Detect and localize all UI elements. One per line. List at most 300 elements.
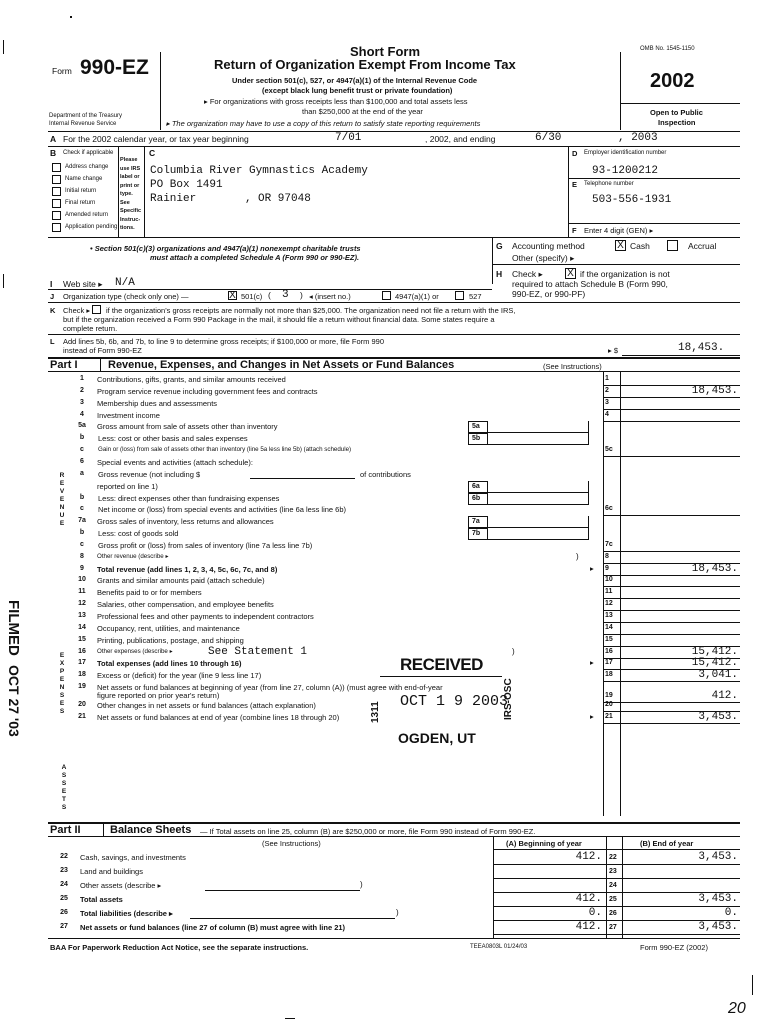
label-instruction: label or [120, 174, 140, 180]
rule [622, 355, 740, 356]
line-h-text4: 990-EZ, or 990-PF) [512, 289, 586, 299]
insert-no-label: ◂ (insert no.) [309, 292, 351, 301]
line-number: 8 [80, 552, 84, 560]
line-e-label: E [572, 180, 578, 189]
ein-value[interactable]: 93-1200212 [592, 165, 659, 177]
sub-amount-line [488, 444, 588, 445]
omb-number: OMB No. 1545-1150 [640, 46, 695, 52]
org-type-label: Organization type (check only one) — [63, 292, 189, 301]
applicable-label: Final return [65, 200, 96, 206]
arrow: ▸ [590, 563, 594, 573]
line-description: Special events and activities (attach schedule): [97, 457, 253, 467]
amount-21[interactable]: 3,453. [698, 710, 738, 723]
divider [118, 147, 119, 237]
line-description: Other changes in net assets or fund balances (attach explanation) [97, 700, 316, 710]
tax-year-end[interactable]: 6/30 [535, 132, 562, 144]
assets-side-label: S [61, 780, 67, 787]
sub-amount-line [588, 493, 589, 505]
box-label: 10 [605, 576, 613, 584]
stamp-received: RECEIVED [400, 655, 483, 674]
dept-line1: Department of the Treasury [49, 113, 123, 119]
form-subtitle-5: ▸ The organization may have to use a copy of this return to satisfy state reporting requirements [166, 119, 481, 128]
gross-receipts-value[interactable]: 18,453. [678, 342, 725, 354]
cash-label: Cash [630, 241, 650, 251]
other-method-label: Other (specify) ▸ [512, 253, 575, 263]
phone-value[interactable]: 503-556-1931 [592, 194, 672, 206]
part-2-title-rest: — If Total assets on line 25, column (B) are $250,000 or more, file Form 990 instead of Form 990-EZ. [200, 827, 536, 836]
line-description: Occupancy, rent, utilities, and maintenance [97, 623, 240, 633]
501c-checkbox[interactable]: X [229, 290, 236, 301]
applicable-checkbox[interactable] [52, 199, 61, 208]
part-2-title: Balance Sheets [110, 824, 192, 836]
amount-9[interactable]: 18,453. [691, 562, 738, 575]
sub-amount-line [588, 421, 589, 433]
line-description: Gross sales of inventory, less returns and allowances [97, 517, 274, 527]
beginning-year-25[interactable]: 412. [575, 893, 602, 905]
line-k-text2: if the organization's gross receipts are normally not more than $25,000. The organization need not file a return with the IRS, [106, 306, 516, 315]
line-description: Membership dues and assessments [97, 398, 218, 408]
sub-box-label: 7b [472, 530, 481, 538]
label-instruction: print or [120, 182, 140, 189]
line-description: Program service revenue including government fees and contracts [97, 386, 318, 396]
line-number: 10 [78, 576, 86, 584]
paren: ) [512, 646, 515, 656]
expenses-side-label: S [59, 692, 65, 699]
open-public-2: Inspection [658, 118, 696, 127]
box-rule [603, 598, 740, 599]
line-k-text4: complete return. [63, 324, 118, 333]
sub-amount-line [488, 539, 588, 540]
divider [492, 238, 493, 284]
scan-speck [70, 16, 72, 18]
expenses-side-label: X [59, 660, 65, 667]
box-label: 5c [605, 446, 613, 454]
open-public-1: Open to Public [650, 108, 703, 117]
amount-16[interactable]: 15,412. [691, 645, 738, 658]
line-description: Excess or (deficit) for the year (line 9 less line 17) [97, 671, 262, 681]
box-label: 23 [609, 868, 617, 875]
rule [48, 237, 740, 238]
box-label: 21 [605, 712, 613, 720]
box-label: 25 [609, 896, 617, 903]
line-a-mid: , 2002, and ending [425, 134, 496, 144]
line-number: 23 [60, 867, 68, 874]
rule [493, 849, 740, 850]
org-city[interactable]: Rainier [150, 193, 197, 205]
check-if-applicable: Check if applicable [63, 150, 114, 156]
applicable-label: Application pending [65, 224, 118, 230]
part-2-label: Part II [50, 824, 81, 836]
4947-checkbox[interactable] [382, 291, 391, 300]
col-a-header: (A) Beginning of year [506, 839, 582, 848]
line-number: 4 [80, 410, 84, 418]
line-description: Cash, savings, and investments [80, 853, 186, 862]
line-description: Total revenue (add lines 1, 2, 3, 4, 5c, 6c, 7c, and 8) [97, 564, 278, 574]
box-rule [603, 551, 740, 552]
row-rule [493, 906, 740, 907]
stamp-ogden: OGDEN, UT [398, 730, 476, 746]
line-a-text: For the 2002 calendar year, or tax year beginning [63, 134, 249, 144]
rule [48, 302, 740, 303]
footer-code: TEEA0803L 01/24/03 [470, 944, 528, 950]
divider [100, 358, 101, 371]
rule [48, 938, 740, 939]
line-description: Gross revenue (not including $ [98, 469, 201, 479]
line-number: 17 [78, 659, 86, 667]
applicable-checkbox[interactable] [52, 223, 61, 232]
line-l-text2: instead of Form 990-EZ [63, 346, 142, 355]
527-checkbox[interactable] [455, 291, 464, 300]
line-number: c [80, 540, 84, 548]
box-label: 20 [605, 700, 613, 708]
form-subtitle-4: than $250,000 at the end of the year [302, 107, 423, 116]
line-number: 27 [60, 923, 68, 930]
assets-side-label: T [62, 796, 66, 803]
line-description: reported on line 1) [97, 481, 158, 491]
website-label: Web site ▸ [63, 279, 103, 289]
part-2-see: (See Instructions) [262, 839, 321, 848]
line-number: 3 [80, 398, 84, 406]
applicable-checkbox[interactable] [52, 211, 61, 220]
line-number: c [80, 505, 84, 513]
revenue-side-label: N [59, 504, 65, 511]
tax-year-begin[interactable]: 7/01 [335, 132, 362, 144]
dept-line2: Internal Revenue Service [49, 121, 117, 127]
label-instruction: See [120, 199, 130, 206]
line-number: 7a [78, 517, 86, 525]
col-divider [493, 836, 494, 938]
line-number: 20 [78, 700, 86, 708]
divider [620, 52, 621, 130]
line-k-text3: but if the organization received a Form 990 Package in the mail, it should file a return without financial data. Some states require a [63, 315, 495, 324]
box-label: 14 [605, 623, 613, 631]
box-rule [603, 622, 740, 623]
box-label: 26 [609, 910, 617, 917]
line-description: Investment income [97, 410, 160, 420]
stamp-rule [380, 676, 502, 677]
expenses-side-label: S [59, 708, 65, 715]
sub-amount-line [488, 527, 588, 528]
form-number: 990-EZ [80, 56, 149, 79]
rule [568, 178, 740, 179]
box-label: 27 [609, 924, 617, 931]
tax-year-end-year[interactable]: , 2003 [618, 132, 658, 144]
box-label: 6c [605, 505, 613, 513]
part-1-note: (See Instructions) [543, 362, 602, 371]
line-number: b [79, 434, 85, 442]
box-rule [603, 610, 740, 611]
accrual-label: Accrual [688, 241, 717, 251]
box-label: 22 [609, 854, 617, 861]
gross-receipts-checkbox[interactable] [92, 305, 101, 314]
line-description: Gross profit or (loss) from sales of inventory (line 7a less line 7b) [98, 540, 313, 550]
line-description: Net income or (loss) from special events and activities (line 6a less line 6b) [98, 505, 347, 515]
box-rule [603, 397, 740, 398]
page-mark: 20 [728, 1000, 746, 1017]
amount-18[interactable]: 3,041. [698, 669, 738, 682]
501c-label: 501(c) [241, 292, 263, 301]
box-label: 18 [605, 671, 613, 679]
stamp-date: OCT 1 9 2003 [400, 693, 509, 710]
sub-box-label: 5a [472, 423, 480, 431]
col-divider [606, 836, 607, 938]
box-label: 3 [605, 398, 609, 406]
tax-year: 2002 [650, 70, 695, 92]
line-description: Net assets or fund balances at beginning of year (from line 27, column (A)) (must agree with end-of-year [97, 683, 443, 693]
expenses-side-label: N [59, 684, 65, 691]
line-description: Other expenses (describe ▸ [97, 647, 173, 655]
revenue-side-label: E [59, 480, 65, 487]
box-rule [603, 575, 740, 576]
rule [48, 836, 740, 837]
sub-amount-line [588, 528, 589, 540]
line-h-text3: required to attach Schedule B (Form 990, [512, 279, 668, 289]
col-divider [622, 836, 623, 938]
box-rule [603, 409, 740, 410]
form-subtitle-1: Under section 501(c), 527, or 4947(a)(1) of the Internal Revenue Code [232, 76, 478, 85]
line-k-check: Check ▸ [63, 306, 91, 315]
line-l-arrow: ▸ $ [608, 346, 619, 355]
end-year-25[interactable]: 3,453. [698, 893, 738, 905]
line-a-label: A [50, 134, 57, 144]
line-description: Net assets or fund balances at end of year (combine lines 18 through 20) [97, 712, 340, 722]
accrual-checkbox[interactable] [667, 240, 678, 251]
footer-form: Form 990-EZ (2002) [640, 943, 708, 952]
end-year-26[interactable]: 0. [724, 907, 738, 919]
line-description: Total expenses (add lines 10 through 16) [97, 659, 242, 669]
line-number: 16 [78, 647, 86, 655]
sub-box-label: 6b [472, 494, 481, 502]
stamp-left-code: 1311 [370, 701, 381, 723]
sub-amount-line [588, 433, 589, 445]
box-rule [603, 456, 740, 457]
revenue-side-label: E [59, 496, 65, 503]
divider [103, 823, 104, 836]
sub-amount-line [588, 481, 589, 493]
sub-box-label: 6a [472, 482, 480, 490]
revenue-side-label: E [59, 520, 65, 527]
box-label: 8 [605, 552, 609, 560]
line-number: 24 [60, 881, 68, 888]
part-1-title: Revenue, Expenses, and Changes in Net Assets or Fund Balances [108, 359, 455, 371]
line-h-label: H [496, 269, 503, 279]
row-rule [493, 864, 740, 865]
box-col-left [603, 372, 604, 416]
expenses-side-label: P [59, 668, 65, 675]
line-number: 5a [78, 422, 86, 430]
line-b-label: B [50, 148, 57, 158]
filmed-date: OCT 27 '03 [6, 665, 22, 737]
divider [620, 103, 740, 104]
label-instruction: Instruc- [120, 216, 141, 223]
line-number: b [79, 529, 85, 537]
applicable-checkbox[interactable] [52, 187, 61, 196]
line-description: Gross amount from sale of assets other than inventory [97, 422, 278, 432]
line-description: Professional fees and other payments to independent contractors [97, 612, 314, 621]
applicable-label: Address change [65, 164, 109, 170]
box-col-right [620, 372, 621, 416]
line-number: 9 [80, 564, 84, 572]
sub-amount-line [588, 516, 589, 528]
amount-2[interactable]: 18,453. [691, 384, 738, 397]
line-number: a [80, 469, 84, 477]
line-number: 21 [78, 712, 86, 720]
assets-side-label: E [61, 788, 67, 795]
amount-17[interactable]: 15,412. [691, 657, 738, 670]
box-rule [603, 702, 740, 703]
filmed-stamp: FILMED [5, 600, 22, 656]
line-description: figure reported on prior year's return) [97, 691, 220, 701]
box-rule [603, 681, 740, 682]
line-number: 1 [80, 375, 84, 382]
applicable-label: Name change [65, 176, 103, 182]
footer-baa: BAA For Paperwork Reduction Act Notice, see the separate instructions. [50, 943, 309, 952]
line-number: 13 [78, 612, 86, 619]
label-instruction: type. [120, 191, 133, 197]
line-description: Benefits paid to or for members [97, 588, 202, 598]
sub-box-label: 5b [472, 435, 481, 443]
line-description: Net assets or fund balances (line 27 of column (B) must agree with line 21) [80, 923, 346, 932]
revenue-side-label: V [59, 488, 65, 495]
assets-side-label: S [61, 772, 67, 779]
end-year-27[interactable]: 3,453. [698, 921, 738, 933]
end-year-22[interactable]: 3,453. [698, 851, 738, 863]
col-b-header: (B) End of year [640, 839, 694, 848]
rule [48, 334, 740, 335]
rule [48, 146, 740, 147]
paren: ) [396, 908, 399, 917]
line-number: 26 [60, 909, 68, 916]
paren: ) [360, 880, 363, 889]
expenses-side-label: E [59, 652, 65, 659]
line-g-label: G [496, 241, 503, 251]
arrow: ▸ [590, 711, 594, 721]
expenses-side-label: E [59, 700, 65, 707]
part-1-label: Part I [50, 359, 78, 371]
rule [492, 264, 740, 265]
beginning-year-22[interactable]: 412. [575, 851, 602, 863]
line-number: 14 [78, 623, 86, 631]
line-number: c [80, 446, 84, 454]
box-label: 2 [605, 386, 609, 394]
line-description: Salaries, other compensation, and employee benefits [97, 600, 274, 610]
line-description: Total liabilities (describe ▸ [80, 909, 173, 918]
box-rule [603, 634, 740, 635]
line-number: 22 [60, 853, 68, 860]
assets-side-label: S [61, 804, 67, 811]
box-rule [603, 421, 740, 422]
stamp-right-code: IRS-OSC [503, 678, 514, 720]
website-value[interactable]: N/A [115, 277, 135, 289]
ein-label: Employer identification number [584, 150, 667, 156]
label-instruction: Specific [120, 208, 142, 214]
line-number: 6 [80, 457, 84, 465]
fill-line [190, 918, 395, 919]
box-col-right [620, 416, 621, 816]
divider [160, 52, 161, 130]
line-c-label: C [149, 148, 156, 158]
form-title: Return of Organization Exempt From Income Tax [214, 57, 516, 72]
cash-checkbox[interactable]: X [615, 240, 626, 251]
revenue-side-label: R [59, 472, 65, 479]
box-rule [603, 586, 740, 587]
label-instruction: tions. [120, 225, 135, 231]
edge-mark [3, 274, 4, 288]
label-instruction: Please [120, 157, 138, 163]
row-rule [493, 878, 740, 879]
paren: ) [576, 551, 579, 561]
applicable-label: Amended return [65, 212, 109, 218]
divider [144, 147, 145, 237]
schedule-b-checkbox[interactable]: X [565, 268, 576, 279]
line-i-label: I [50, 279, 53, 289]
sub-amount-line [488, 492, 588, 493]
line-j-label: J [50, 292, 55, 301]
line-k-label: K [50, 306, 56, 315]
501c-code[interactable]: 3 [282, 289, 289, 301]
form-title-short: Short Form [350, 44, 421, 59]
box-label: 12 [605, 600, 613, 608]
org-state-zip[interactable]: OR 97048 [258, 193, 311, 205]
applicable-label: Initial return [65, 188, 97, 194]
arrow: ▸ [590, 658, 594, 668]
line-description: Grants and similar amounts paid (attach schedule) [97, 576, 265, 586]
box-label: 13 [605, 612, 613, 619]
assets-side-label: A [61, 764, 67, 771]
org-address[interactable]: PO Box 1491 [150, 179, 223, 191]
box-label: 11 [605, 588, 613, 596]
phone-label: Telephone number [584, 181, 634, 187]
org-name[interactable]: Columbia River Gymnastics Academy [150, 165, 368, 177]
box-label: 4 [605, 410, 609, 418]
4947-label: 4947(a)(1) or [395, 292, 439, 301]
beginning-year-27[interactable]: 412. [575, 921, 602, 933]
line-number: 19 [78, 683, 86, 691]
amount-19[interactable]: 412. [711, 690, 738, 703]
expenses-side-label: E [59, 676, 65, 683]
row-rule [493, 934, 740, 935]
line-number: 2 [80, 386, 84, 394]
line-description: Less: cost of goods sold [98, 529, 179, 539]
applicable-checkbox[interactable] [52, 163, 61, 172]
edge-mark [752, 975, 753, 995]
line-description: Gain or (loss) from sale of assets other than inventory (line 5a less line 5b) (attach schedule) [98, 446, 352, 454]
box-label: 9 [605, 564, 609, 572]
line-description: Total assets [80, 895, 123, 904]
form-prefix: Form [52, 66, 72, 76]
label-instruction: use IRS [120, 165, 141, 172]
other-expenses-desc[interactable]: See Statement 1 [208, 645, 308, 658]
accounting-method-label: Accounting method [512, 241, 585, 251]
line-description: of contributions [360, 469, 411, 479]
applicable-checkbox[interactable] [52, 175, 61, 184]
scan-speck [285, 1018, 295, 1019]
box-rule [603, 723, 740, 724]
sub-amount-line [488, 432, 588, 433]
rule [48, 371, 740, 372]
city-separator: , [245, 193, 252, 205]
beginning-year-26[interactable]: 0. [588, 907, 602, 919]
box-label: 7c [605, 540, 613, 548]
line-number: 15 [78, 635, 86, 643]
box-col-left [603, 416, 604, 816]
line-d-label: D [572, 149, 578, 158]
line-number: b [79, 493, 85, 501]
line-description: Printing, publications, postage, and shipping [97, 635, 244, 645]
box-label: 19 [605, 692, 613, 700]
fill-line [250, 478, 355, 479]
line-l-label: L [50, 337, 55, 346]
